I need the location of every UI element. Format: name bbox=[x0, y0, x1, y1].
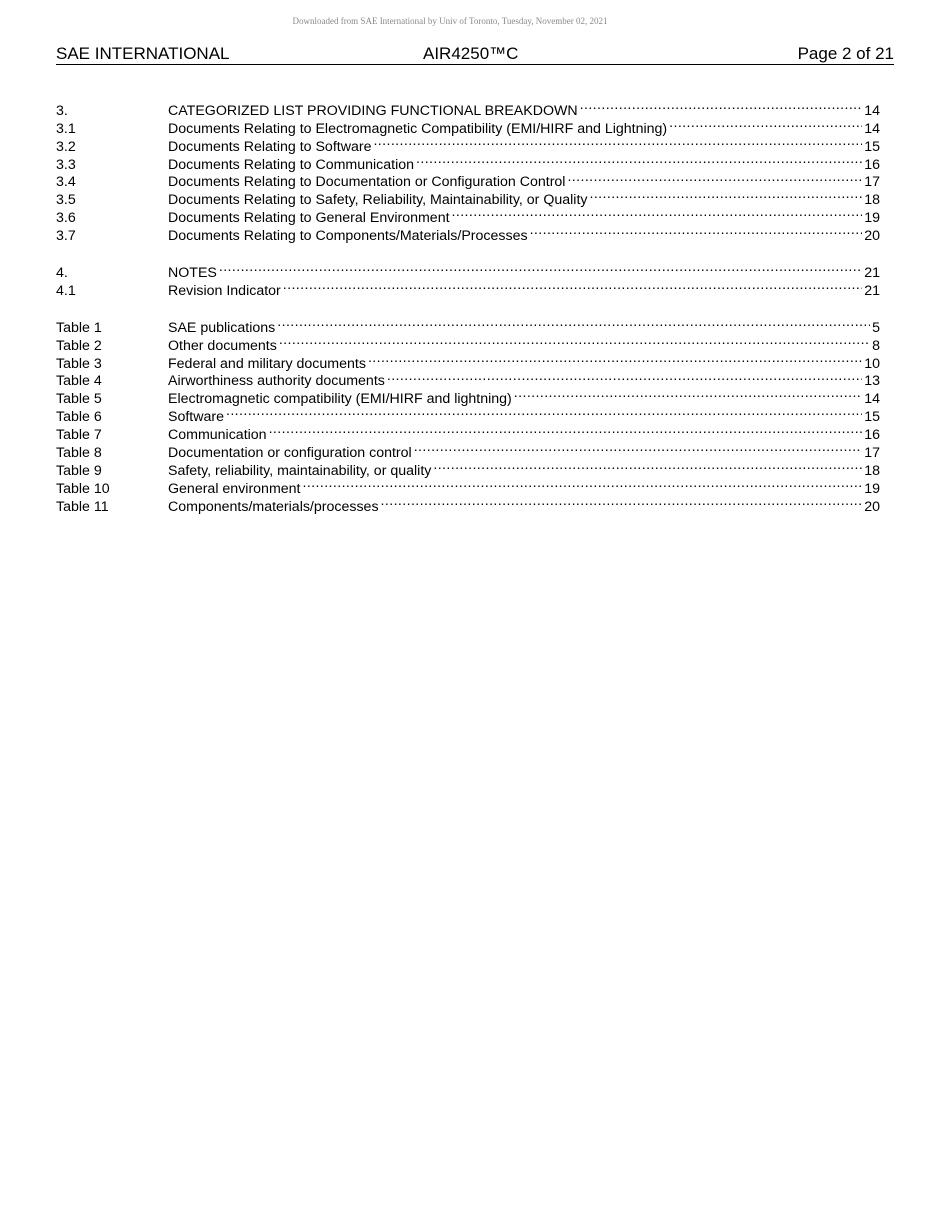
toc-dot-leader bbox=[452, 204, 863, 222]
toc-entry-number: 3.7 bbox=[56, 228, 76, 245]
toc-entry-page: 19 bbox=[864, 210, 880, 227]
toc-group-section4 bbox=[56, 259, 880, 299]
toc-entry[interactable] bbox=[56, 97, 880, 119]
toc-entry-title: Revision Indicator bbox=[168, 282, 281, 299]
toc-entry-title: Documents Relating to Components/Materials/Processes bbox=[168, 228, 528, 245]
toc-dot-leader bbox=[669, 115, 862, 133]
toc-entry-page: 18 bbox=[864, 462, 880, 479]
header-doc-id: AIR4250™C bbox=[423, 44, 519, 63]
toc-dot-leader bbox=[433, 457, 862, 475]
toc-entry-page: 16 bbox=[864, 427, 880, 444]
toc-entry-number: Table 2 bbox=[56, 337, 102, 354]
toc-entry-title: Documents Relating to General Environment bbox=[168, 210, 450, 227]
toc-dot-leader bbox=[387, 368, 862, 386]
toc-dot-leader bbox=[530, 222, 863, 240]
toc-dot-leader bbox=[226, 403, 862, 421]
toc-entry-page: 20 bbox=[864, 498, 880, 515]
toc-dot-leader bbox=[373, 133, 862, 151]
toc-entry-number: Table 7 bbox=[56, 427, 102, 444]
toc-entry-number: Table 11 bbox=[56, 498, 109, 515]
toc-entry-number: Table 8 bbox=[56, 445, 102, 462]
toc-entry-title: NOTES bbox=[168, 265, 217, 282]
toc-entry-page: 14 bbox=[864, 102, 880, 119]
toc-entry-number: Table 1 bbox=[56, 319, 102, 336]
toc-entry-page: 15 bbox=[864, 138, 880, 155]
toc-entry-number: 4. bbox=[56, 265, 68, 282]
toc-group-section3 bbox=[56, 97, 880, 245]
toc-entry-title: Electromagnetic compatibility (EMI/HIRF and lightning) bbox=[168, 391, 512, 408]
toc-entry-title: CATEGORIZED LIST PROVIDING FUNCTIONAL BREAKDOWN bbox=[168, 102, 578, 119]
toc-entry-title: Other documents bbox=[168, 337, 277, 354]
toc-entry-page: 14 bbox=[864, 120, 880, 137]
toc-entry-title: Communication bbox=[168, 427, 267, 444]
toc-entry-page: 15 bbox=[864, 409, 880, 426]
toc-dot-leader bbox=[219, 259, 862, 277]
toc-dot-leader bbox=[414, 439, 863, 457]
toc-entry-page: 5 bbox=[872, 319, 880, 336]
toc-entry-number: Table 9 bbox=[56, 462, 102, 479]
toc-entry-number: 3.2 bbox=[56, 138, 76, 155]
toc-dot-leader bbox=[368, 350, 862, 368]
toc-entry-title: Federal and military documents bbox=[168, 355, 366, 372]
toc-entry-page: 18 bbox=[864, 192, 880, 209]
toc-entry-number: 3.6 bbox=[56, 210, 76, 227]
toc-dot-leader bbox=[590, 186, 863, 204]
toc-entry-number: 3.3 bbox=[56, 156, 76, 173]
toc-entry-title: General environment bbox=[168, 480, 301, 497]
toc-entry-number: Table 5 bbox=[56, 391, 102, 408]
toc-entry-title: Documentation or configuration control bbox=[168, 445, 412, 462]
toc-entry-number: Table 6 bbox=[56, 409, 102, 426]
toc-dot-leader bbox=[279, 332, 870, 350]
toc-entry-title: Airworthiness authority documents bbox=[168, 373, 385, 390]
table-of-contents bbox=[56, 97, 880, 530]
toc-entry[interactable] bbox=[56, 259, 880, 282]
toc-dot-leader bbox=[580, 97, 863, 115]
toc-entry-number: 3.4 bbox=[56, 174, 76, 191]
download-watermark: Downloaded from SAE International by Univ of Toronto, Tuesday, November 02, 2021 bbox=[292, 16, 608, 26]
toc-dot-leader bbox=[416, 151, 862, 169]
toc-entry-page: 16 bbox=[864, 156, 880, 173]
toc-entry-page: 14 bbox=[864, 391, 880, 408]
toc-entry-title: Documents Relating to Communication bbox=[168, 156, 415, 173]
toc-entry-title: SAE publications bbox=[168, 319, 276, 336]
toc-entry-number: Table 3 bbox=[56, 355, 102, 372]
toc-entry-page: 13 bbox=[864, 373, 880, 390]
toc-entry-page: 8 bbox=[872, 337, 880, 354]
toc-entry-page: 10 bbox=[864, 355, 880, 372]
header-page-number: Page 2 of 21 bbox=[797, 44, 894, 63]
toc-dot-leader bbox=[283, 277, 862, 295]
toc-entry-page: 17 bbox=[864, 174, 880, 191]
toc-entry-title: Documents Relating to Electromagnetic Compatibility (EMI/HIRF and Lightning) bbox=[168, 120, 668, 137]
toc-entry-title: Documents Relating to Safety, Reliability, Maintainability, or Quality bbox=[168, 192, 588, 209]
toc-dot-leader bbox=[269, 421, 863, 439]
toc-entry[interactable] bbox=[56, 314, 880, 336]
toc-entry-page: 17 bbox=[864, 445, 880, 462]
toc-entry-page: 20 bbox=[864, 228, 880, 245]
toc-entry-page: 21 bbox=[864, 265, 880, 282]
toc-dot-leader bbox=[303, 475, 863, 493]
toc-entry-number: 4.1 bbox=[56, 282, 76, 299]
toc-entry-number: Table 4 bbox=[56, 373, 102, 390]
header-org: SAE INTERNATIONAL bbox=[56, 44, 230, 63]
toc-entry-page: 21 bbox=[864, 282, 880, 299]
toc-dot-leader bbox=[514, 385, 862, 403]
toc-dot-leader bbox=[567, 169, 862, 187]
toc-dot-leader bbox=[277, 314, 870, 332]
toc-entry-number: 3.5 bbox=[56, 192, 76, 209]
toc-entry-number: 3.1 bbox=[56, 120, 76, 137]
toc-entry-title: Safety, reliability, maintainability, or quality bbox=[168, 462, 432, 479]
page-header bbox=[56, 44, 894, 65]
toc-entry-title: Documents Relating to Software bbox=[168, 138, 372, 155]
toc-entry-title: Software bbox=[168, 409, 224, 426]
toc-entry-page: 19 bbox=[864, 480, 880, 497]
toc-entry-title: Components/materials/processes bbox=[168, 498, 379, 515]
toc-entry-title: Documents Relating to Documentation or Configuration Control bbox=[168, 174, 566, 191]
toc-entry-number: Table 10 bbox=[56, 480, 110, 497]
toc-dot-leader bbox=[381, 493, 863, 511]
toc-group-tables bbox=[56, 314, 880, 515]
toc-entry-number: 3. bbox=[56, 102, 68, 119]
